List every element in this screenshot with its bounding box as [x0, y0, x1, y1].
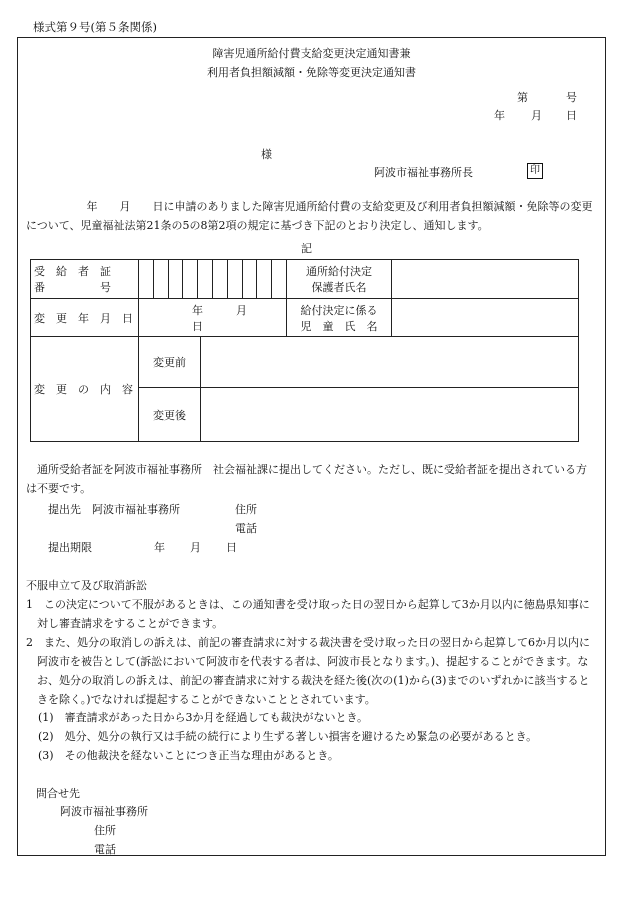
- before-field[interactable]: [201, 337, 579, 388]
- submit-phone-label: 電話: [235, 522, 257, 535]
- appeal-item-2: 2 また、処分の取消しの訴えは、前記の審査請求に対する裁決書を受け取った日の翌日から起算して6か月以内に阿波市を被告として(訴訟において阿波市を代表する者は、阿波市長となります。)、提起することができます。なお、処分の取消しの訴えは、前記の審査請求に対する裁決を経た後(次の(1)から(3)までのいずれかに該当するときを除く。)でなければ提起することができないこととされています。: [26, 636, 590, 706]
- recipient-id-label-top: 受 給 者 証: [34, 265, 111, 278]
- after-field[interactable]: [201, 388, 579, 442]
- submit-address-label: 住所: [235, 503, 257, 516]
- decision-table: [30, 259, 579, 442]
- child-label: [287, 299, 392, 337]
- form-number: 様式第９号(第５条関係): [33, 20, 157, 34]
- guardian-name-field[interactable]: [392, 260, 579, 299]
- appeal-sub-3: (3) その他裁決を経ないことにつき正当な理由があるとき。: [38, 749, 339, 762]
- recipient-id-label-bottom: 番 号: [34, 281, 111, 294]
- intro-paragraph: 年 月 日に申請のありました障害児通所給付費の支給変更及び利用者負担額減額・免除等の変更について、児童福祉法第21条の5の8第2項の規定に基づき下記のとおり決定し、通知します。: [26, 200, 593, 232]
- child-label-bottom: 児 童 氏 名: [300, 319, 378, 333]
- appeal-item-1: 1 この決定について不服があるときは、この通知書を受け取った日の翌日から起算して3か月以内に徳島県知事に対し審査請求をすることができます。: [26, 598, 590, 630]
- title-line-1: 障害児通所給付費支給変更決定通知書兼: [212, 47, 411, 60]
- recipient-id-digits: [139, 260, 287, 299]
- submission-paragraph: 通所受給者証を阿波市福祉事務所 社会福祉課に提出してください。ただし、既に受給者証を提出されている方は不要です。: [26, 463, 587, 495]
- submit-to-label: 提出先 阿波市福祉事務所: [48, 503, 180, 516]
- appeal-sub-2: (2) 処分、処分の執行又は手続の続行により生ずる著しい損害を避けるため緊急の必要があるとき。: [38, 730, 538, 743]
- change-date-label: 変 更 年 月 日: [31, 299, 139, 337]
- ki-heading: 記: [301, 242, 312, 255]
- deadline-label: 提出期限: [48, 541, 92, 554]
- change-date-day: 日: [192, 319, 203, 333]
- child-label-top: 給付決定に係る: [300, 303, 378, 317]
- after-label: 変更後: [139, 388, 201, 442]
- seal-mark: 印: [527, 163, 543, 179]
- recipient-id-label: [31, 260, 139, 299]
- contact-office: 阿波市福祉事務所: [60, 805, 148, 818]
- deadline-year: 年: [154, 541, 165, 554]
- contact-address: 住所: [94, 824, 116, 837]
- change-date-field[interactable]: [139, 299, 287, 337]
- title-line-2: 利用者負担額減額・免除等変更決定通知書: [207, 66, 416, 79]
- number-dai: 第: [517, 91, 528, 104]
- deadline-day: 日: [226, 541, 237, 554]
- change-date-month: 月: [236, 303, 247, 317]
- guardian-label-bottom: 保護者氏名: [311, 281, 367, 294]
- number-go: 号: [566, 91, 577, 104]
- change-date-year: 年: [192, 303, 203, 317]
- deadline-month: 月: [190, 541, 201, 554]
- guardian-label: [287, 260, 392, 299]
- child-name-field[interactable]: [392, 299, 579, 337]
- contact-heading: 問合せ先: [36, 787, 80, 800]
- date-year: 年: [494, 109, 505, 122]
- change-content-label: 変 更 の 内 容: [31, 337, 139, 442]
- date-month: 月: [531, 109, 542, 122]
- guardian-label-top: 通所給付決定: [306, 265, 372, 278]
- document-frame: [17, 37, 606, 856]
- appeal-sub-1: (1) 審査請求があった日から3か月を経過しても裁決がないとき。: [38, 711, 369, 724]
- addressee-sama: 様: [261, 148, 272, 161]
- before-label: 変更前: [139, 337, 201, 388]
- appeal-heading: 不服申立て及び取消訴訟: [26, 579, 147, 592]
- date-day: 日: [566, 109, 577, 122]
- contact-phone: 電話: [94, 843, 116, 856]
- issuer-name: 阿波市福祉事務所長: [374, 166, 473, 179]
